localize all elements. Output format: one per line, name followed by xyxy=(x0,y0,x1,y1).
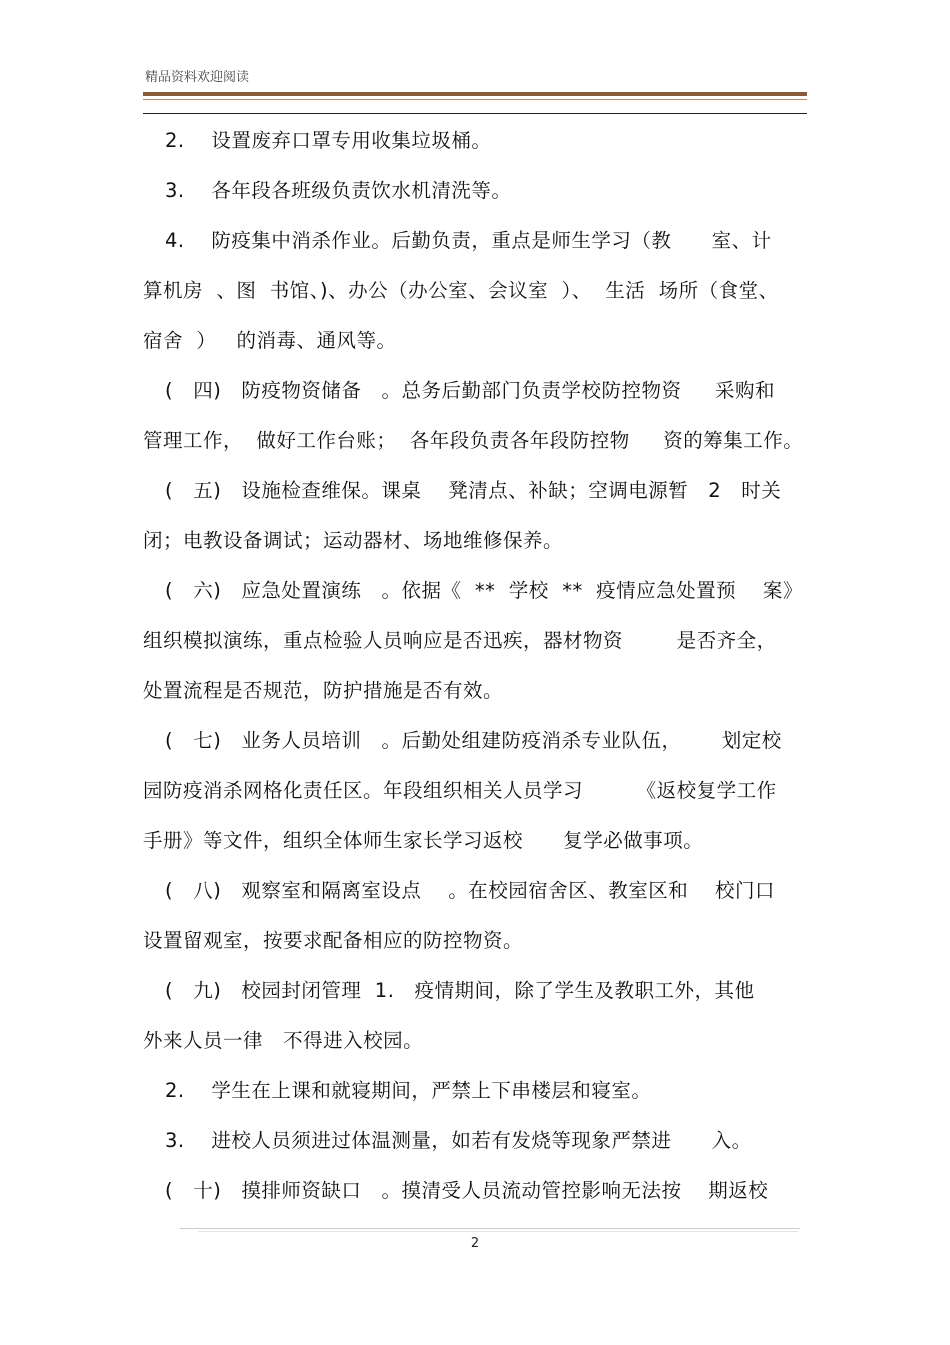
text-line: 2. 学生在上课和就寝期间，严禁上下串楼层和寝室。 xyxy=(165,1079,652,1102)
text-line: 宿舍 ） 的消毒、通风等。 xyxy=(143,329,397,352)
footer-rule xyxy=(180,1228,800,1229)
text-line: 园防疫消杀网格化责任区。年段组织相关人员学习 《返校复学工作 xyxy=(143,779,777,802)
header-rule-thick xyxy=(143,92,807,96)
page-header-title: 精品资料欢迎阅读 xyxy=(145,70,250,85)
text-line: 外来人员一律 不得进入校园。 xyxy=(143,1029,424,1052)
text-line: ( 六) 应急处置演练 。依据《 ** 学校 ** 疫情应急处置预 案》 xyxy=(165,579,803,602)
text-line: 处置流程是否规范，防护措施是否有效。 xyxy=(143,679,504,702)
text-line: 3. 进校人员须进过体温测量，如若有发烧等现象严禁进 入。 xyxy=(165,1129,752,1152)
text-line: 设置留观室，按要求配备相应的防控物资。 xyxy=(143,929,524,952)
text-line: ( 四) 防疫物资储备 。总务后勤部门负责学校防控物资 采购和 xyxy=(165,379,775,402)
text-line: 4. 防疫集中消杀作业。后勤负责，重点是师生学习（教 室、计 xyxy=(165,229,772,252)
text-line: 2. 设置废弃口罩专用收集垃圾桶。 xyxy=(165,129,492,152)
footer-rule-secondary xyxy=(198,1231,798,1232)
text-line: ( 五) 设施检查维保。课桌 凳清点、补缺；空调电源暂 2 时关 xyxy=(165,479,782,502)
text-line: ( 十) 摸排师资缺口 。摸清受人员流动管控影响无法按 期返校 xyxy=(165,1179,769,1202)
text-line: 组织模拟演练，重点检验人员响应是否迅疾，器材物资 是否齐全， xyxy=(143,629,777,652)
text-line: 闭；电教设备调试；运动器材、场地维修保养。 xyxy=(143,529,564,552)
text-line: 3. 各年段各班级负责饮水机清洗等。 xyxy=(165,179,512,202)
page-number: 2 xyxy=(470,1236,480,1251)
text-line: 管理工作， 做好工作台账； 各年段负责各年段防控物 资的筹集工作。 xyxy=(143,429,804,452)
document-body xyxy=(143,116,807,1216)
text-line: ( 八) 观察室和隔离室设点 。在校园宿舍区、教室区和 校门口 xyxy=(165,879,775,902)
body-top-rule xyxy=(143,113,807,114)
header-rule-thin xyxy=(143,99,807,100)
text-line: 算机房 、图 书馆、)、办公（办公室、会议室 ）、 生活 场所（食堂、 xyxy=(143,279,779,302)
text-line: ( 九) 校园封闭管理 1. 疫情期间，除了学生及教职工外，其他 xyxy=(165,979,755,1002)
text-line: 手册》等文件，组织全体师生家长学习返校 复学必做事项。 xyxy=(143,829,704,852)
text-line: ( 七) 业务人员培训 。后勤处组建防疫消杀专业队伍， 划定校 xyxy=(165,729,782,752)
